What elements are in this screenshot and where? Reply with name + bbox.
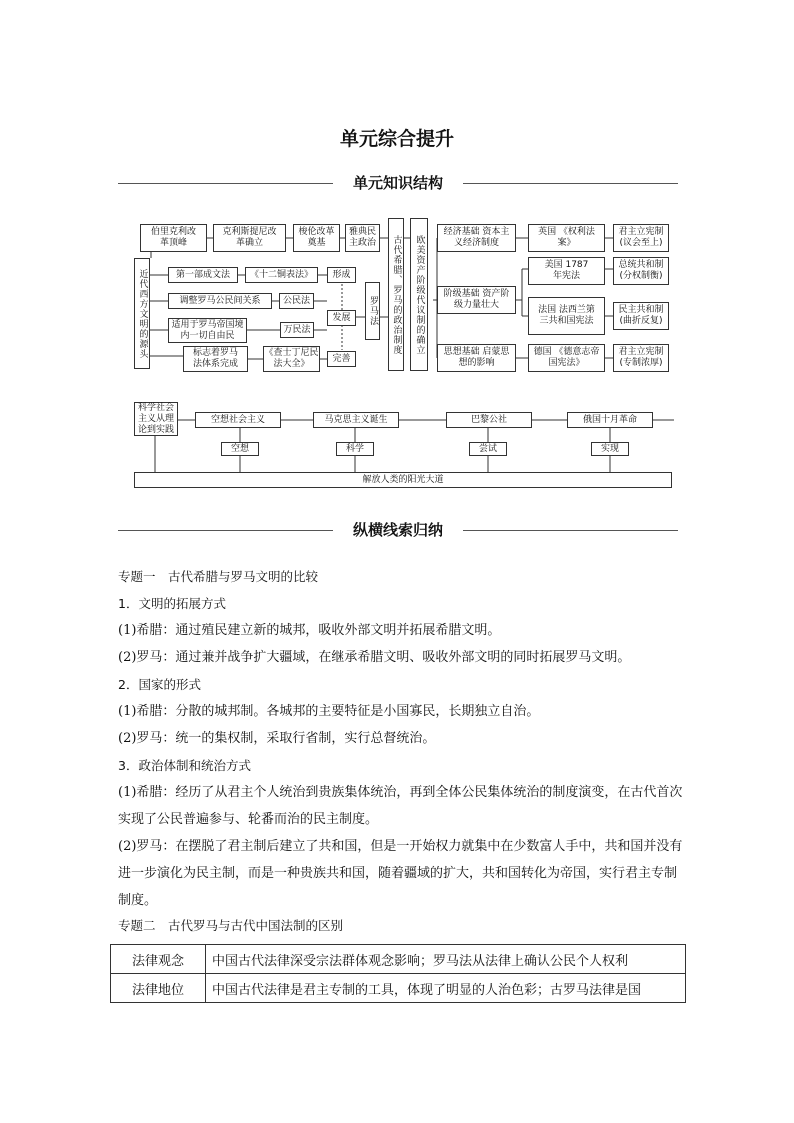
topic-heading-1: 专题一 古代希腊与罗马文明的比较 bbox=[118, 569, 319, 584]
table-row bbox=[111, 974, 686, 1003]
table-row bbox=[111, 945, 686, 974]
paragraph: (1)希腊：通过殖民建立新的城邦，吸收外部文明并拓展希腊文明。 bbox=[118, 623, 501, 638]
box-scientific-socialism: 科学社会主义从理论到实践 bbox=[134, 402, 178, 436]
law-desc-1: 第一部成文法 bbox=[168, 267, 238, 283]
stage-development: 发展 bbox=[327, 310, 356, 326]
milestone-paris-commune: 巴黎公社 bbox=[446, 412, 532, 428]
stage-attempt: 尝试 bbox=[469, 442, 507, 456]
milestone-marxism: 马克思主义诞生 bbox=[313, 412, 399, 428]
law-desc-4: 标志着罗马法体系完成 bbox=[183, 346, 248, 372]
section-title: 纵横线索归纳 bbox=[352, 521, 443, 539]
country-france: 法国 法西兰第三共和国宪法 bbox=[528, 297, 605, 335]
law-nations: 万民法 bbox=[280, 322, 314, 338]
stage-formation: 形成 bbox=[327, 267, 356, 283]
subheading: 2．国家的形式 bbox=[118, 677, 201, 692]
stage-completion: 完善 bbox=[327, 351, 356, 367]
system-france: 民主共和制 (曲折反复) bbox=[613, 302, 669, 330]
table-cell-value: 中国古代法律是君主专制的工具，体现了明显的人治色彩；古罗马法律是国 bbox=[206, 974, 686, 1003]
base-class: 阶级基础 资产阶级力量壮大 bbox=[437, 286, 516, 314]
country-germany: 德国 《德意志帝国宪法》 bbox=[528, 344, 605, 372]
paragraph: (2)罗马：统一的集权制，采取行省制，实行总督统治。 bbox=[118, 731, 436, 746]
box-cleisthenes: 克利斯提尼改革确立 bbox=[213, 224, 286, 252]
base-thought: 思想基础 启蒙思想的影响 bbox=[437, 344, 516, 372]
section-header-clues bbox=[118, 519, 678, 541]
section-title: 单元知识结构 bbox=[352, 174, 443, 192]
paragraph: (1)希腊：经历了从君主个人统治到贵族集体统治，再到全体公民集体统治的制度演变，在古代首次实现了公民普遍参与、轮番而治的民主制度。 bbox=[118, 785, 683, 827]
box-athens-democracy: 雅典民主政治 bbox=[345, 224, 380, 252]
table-cell-key: 法律地位 bbox=[111, 974, 206, 1003]
paragraph: (1)希腊：分散的城邦制。各城邦的主要特征是小国寡民，长期独立自治。 bbox=[118, 704, 540, 719]
milestone-october: 俄国十月革命 bbox=[567, 412, 653, 428]
box-liberation: 解放人类的阳光大道 bbox=[134, 472, 672, 488]
comparison-table bbox=[110, 944, 686, 1003]
table-cell-value: 中国古代法律深受宗法群体观念影响；罗马法从法律上确认公民个人权利 bbox=[206, 945, 686, 974]
table-cell-key: 法律观念 bbox=[111, 945, 206, 974]
law-justinian: 《查士丁尼民法大全》 bbox=[263, 346, 320, 372]
paragraph: (2)罗马：通过兼并战争扩大疆域，在继承希腊文明、吸收外部文明的同时拓展罗马文明。 bbox=[118, 650, 631, 665]
stage-science: 科学 bbox=[336, 442, 374, 456]
country-uk: 英国 《权利法案》 bbox=[528, 224, 605, 252]
topic-heading-2: 专题二 古代罗马与古代中国法制的区别 bbox=[118, 918, 344, 933]
main-content bbox=[118, 563, 688, 938]
law-desc-3: 适用于罗马帝国境内一切自由民 bbox=[168, 318, 247, 343]
country-us: 美国 1787年宪法 bbox=[528, 257, 605, 285]
law-civil: 公民法 bbox=[279, 293, 314, 309]
paragraph: (2)罗马：在摆脱了君主制后建立了共和国，但是一开始权力就集中在少数富人手中，共和国并没有进一步演化为民主制，而是一种贵族共和国，随着疆域的扩大，共和国转化为帝国，实行君主专制制度。 bbox=[118, 839, 683, 908]
box-pericles: 伯里克利改革顶峰 bbox=[140, 224, 207, 252]
milestone-utopian: 空想社会主义 bbox=[195, 412, 281, 428]
base-economic: 经济基础 资本主义经济制度 bbox=[437, 224, 516, 252]
stage-realize: 实现 bbox=[591, 442, 629, 456]
subheading: 3．政治体制和统治方式 bbox=[118, 758, 251, 773]
box-greece-rome: 古代希腊、罗马的政治制度 bbox=[388, 218, 404, 371]
subheading: 1．文明的拓展方式 bbox=[118, 596, 226, 611]
system-germany: 君主立宪制 (专制浓厚) bbox=[613, 344, 669, 372]
page-title: 单元综合提升 bbox=[339, 128, 454, 150]
box-roman-law: 罗马法 bbox=[365, 282, 380, 340]
box-source: 近代西方文明的源头 bbox=[134, 258, 150, 369]
law-twelve-tables: 《十二铜表法》 bbox=[245, 267, 318, 283]
stage-utopia: 空想 bbox=[221, 442, 259, 456]
box-solon: 梭伦改革奠基 bbox=[293, 224, 340, 252]
system-uk: 君主立宪制 (议会至上) bbox=[613, 224, 669, 252]
box-modern-rep: 欧美资产阶级代议制的确立 bbox=[410, 218, 428, 371]
system-us: 总统共和制 (分权制衡) bbox=[613, 257, 669, 285]
law-desc-2: 调整罗马公民间关系 bbox=[168, 293, 272, 309]
